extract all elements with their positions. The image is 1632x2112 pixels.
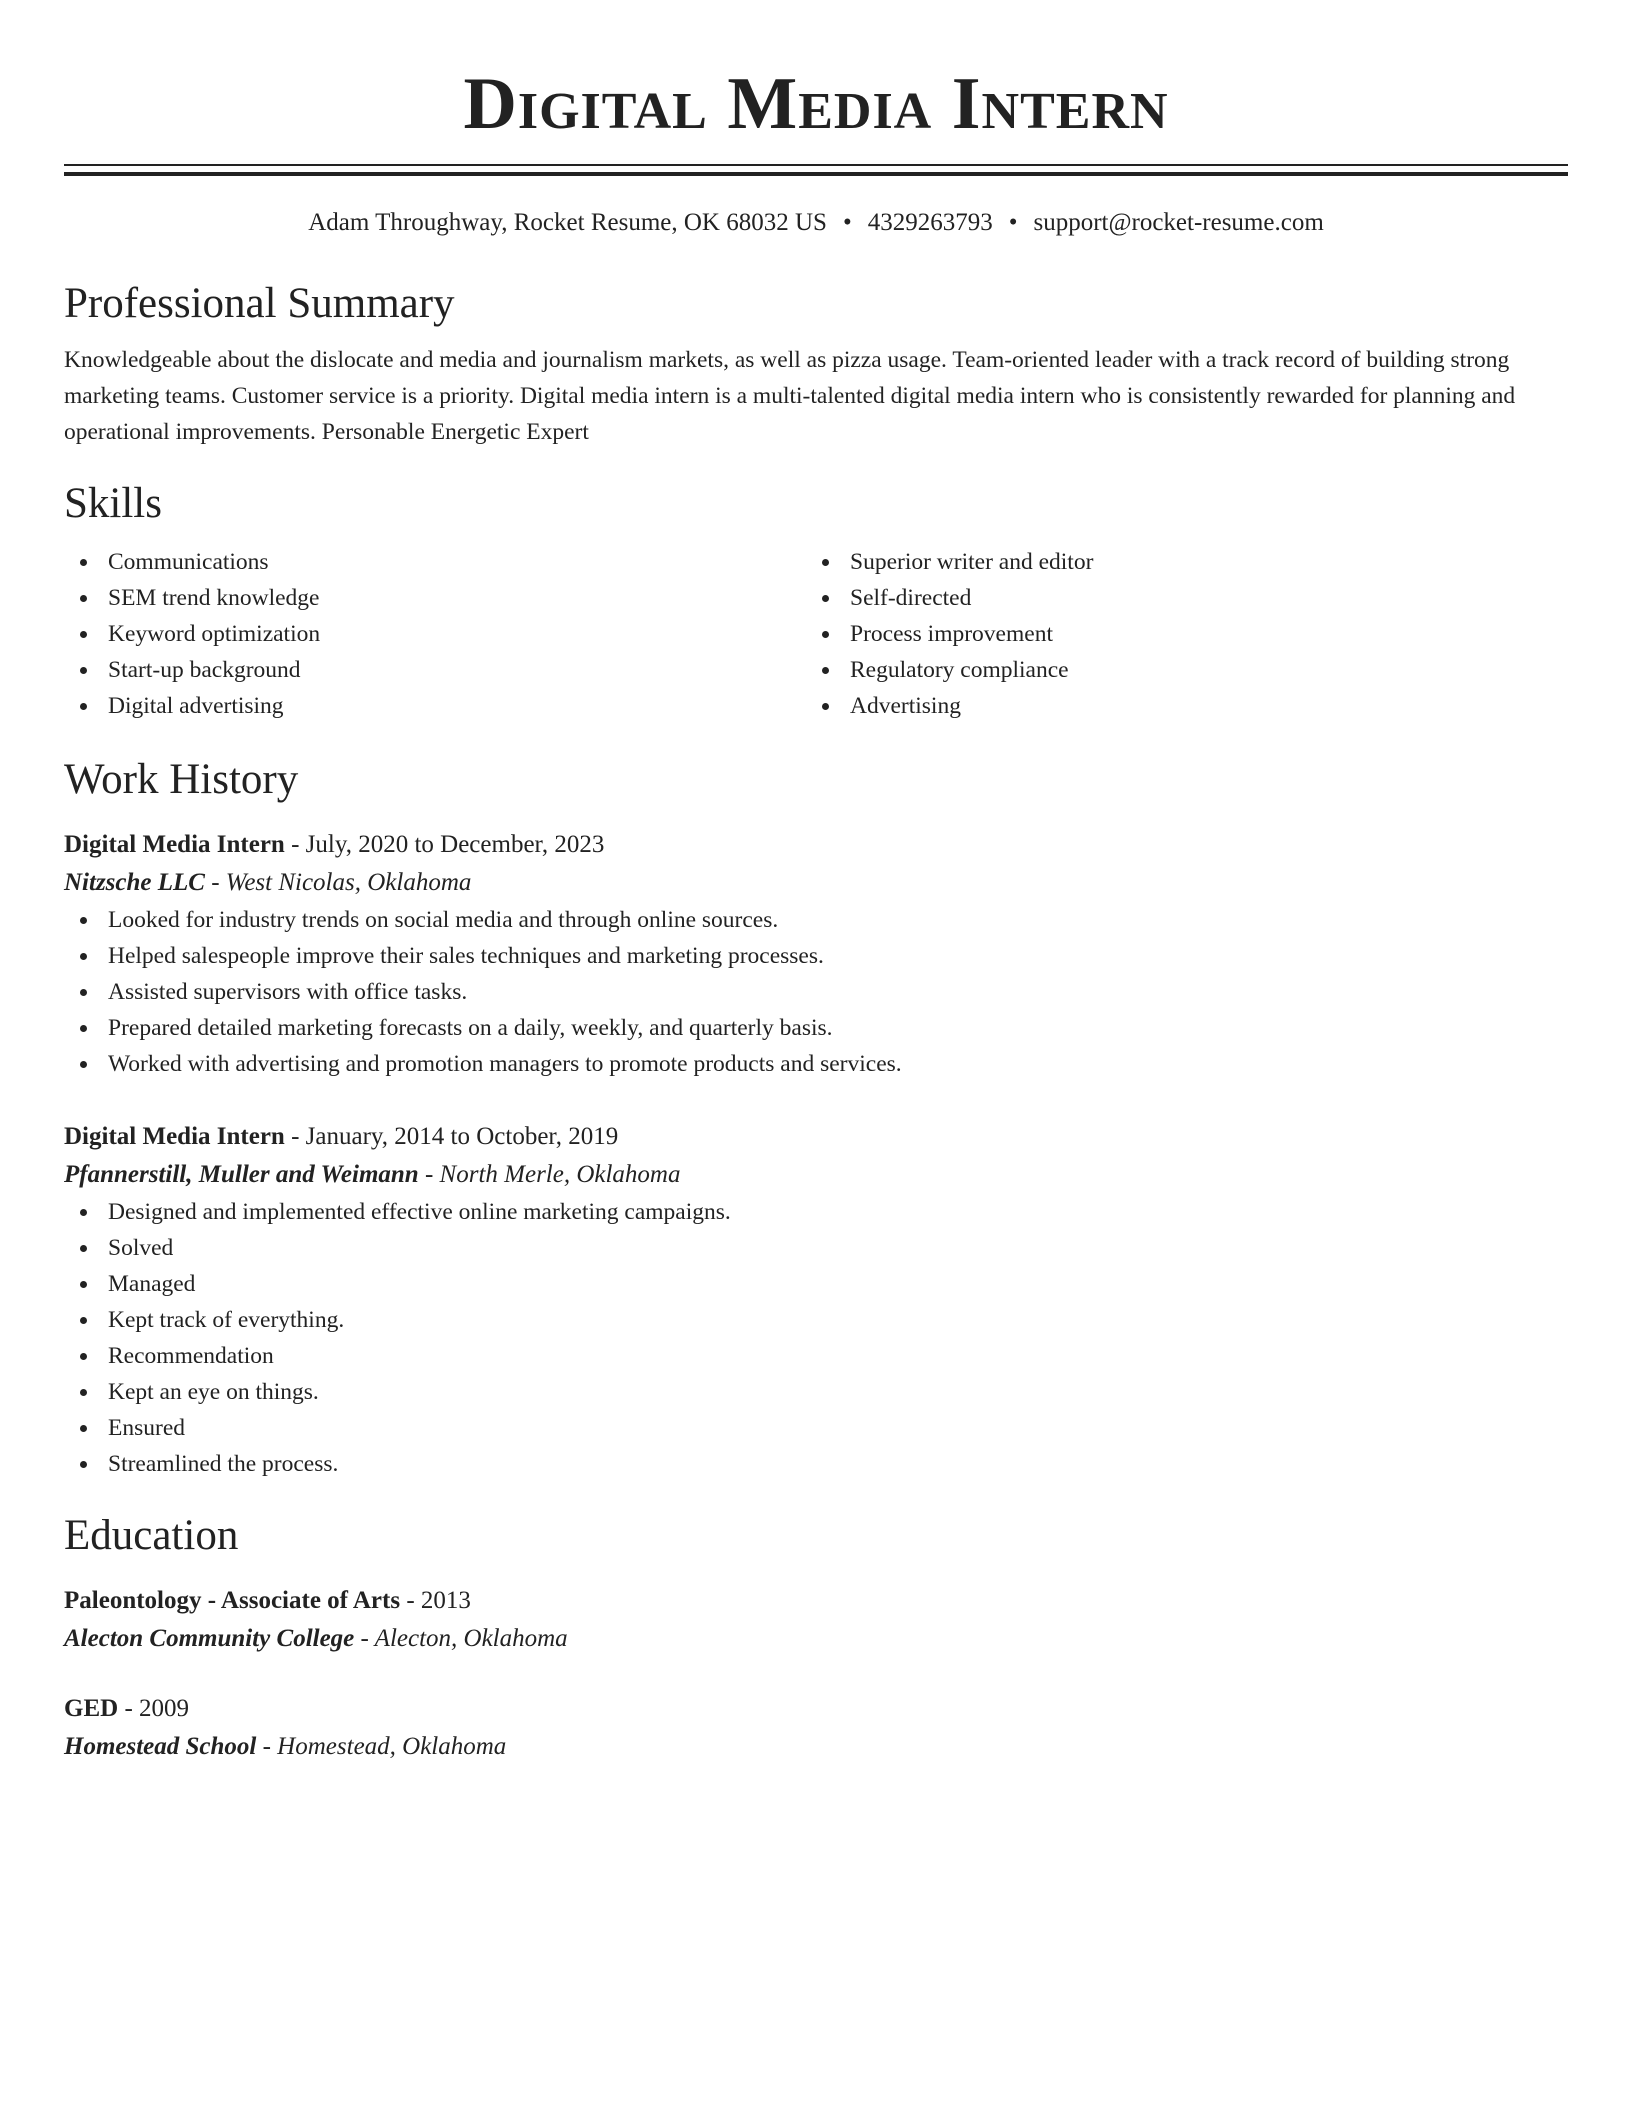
- job-location: - West Nicolas, Oklahoma: [204, 869, 472, 896]
- summary-text: Knowledgeable about the dislocate and media and journalism markets, as well as pizza usage. Team-oriented leader with a track record of building strong marketing teams. Customer service is a priority. Digital media intern is a multi-talented digital media intern who is consistently rewarded for planning and operational improvements. Personable Energetic Expert: [64, 347, 1516, 445]
- skill-item: Communications: [64, 544, 806, 580]
- job-duty-item: Prepared detailed marketing forecasts on a daily, weekly, and quarterly basis.: [64, 1010, 1568, 1046]
- skill-item: Superior writer and editor: [806, 544, 1548, 580]
- contact-address: Adam Throughway, Rocket Resume, OK 68032 US: [308, 209, 827, 236]
- job-entry: [64, 1118, 1568, 1482]
- contact-email: support@rocket-resume.com: [1033, 209, 1324, 236]
- job-duty-item: Solved: [64, 1230, 1568, 1266]
- section-title-skills: Skills: [64, 480, 162, 527]
- job-duty-item: Helped salespeople improve their sales techniques and marketing processes.: [64, 938, 1568, 974]
- education-location: - Alecton, Oklahoma: [354, 1625, 568, 1652]
- education-year: - 2013: [400, 1587, 471, 1614]
- skill-item: SEM trend knowledge: [64, 580, 806, 616]
- header-rule-thick: [64, 172, 1568, 176]
- job-heading: [64, 1118, 1568, 1156]
- job-duty-item: Designed and implemented effective online marketing campaigns.: [64, 1194, 1568, 1230]
- job-entry: [64, 826, 1568, 1082]
- skill-item: Self-directed: [806, 580, 1548, 616]
- job-duty-item: Assisted supervisors with office tasks.: [64, 974, 1568, 1010]
- skill-item: Keyword optimization: [64, 616, 806, 652]
- skills-list-right: [806, 544, 1548, 724]
- job-duty-item: Looked for industry trends on social media and through online sources.: [64, 902, 1568, 938]
- job-company: Nitzsche LLC: [64, 869, 205, 896]
- skills-column-right: [806, 544, 1548, 724]
- skills-list-left: [64, 544, 806, 724]
- job-location: - North Merle, Oklahoma: [418, 1161, 681, 1188]
- skill-item: Start-up background: [64, 652, 806, 688]
- header-rule-thin: [64, 164, 1568, 166]
- job-duty-item: Streamlined the process.: [64, 1446, 1568, 1482]
- education-school: Alecton Community College: [64, 1625, 355, 1652]
- contact-separator: •: [1008, 209, 1018, 236]
- job-duties-list: [64, 902, 1568, 1082]
- education-degree: Paleontology - Associate of Arts: [64, 1587, 401, 1614]
- education-entry: [64, 1690, 1568, 1766]
- job-company-line: [64, 1156, 1568, 1194]
- education-school: Homestead School: [64, 1733, 257, 1760]
- section-title-work-history: Work History: [64, 756, 299, 803]
- job-heading: [64, 826, 1568, 864]
- job-duty-item: Ensured: [64, 1410, 1568, 1446]
- job-dates: - January, 2014 to October, 2019: [284, 1123, 619, 1150]
- job-role: Digital Media Intern: [64, 831, 285, 858]
- education-degree: GED: [64, 1695, 119, 1722]
- resume-name-heading: Digital Media Intern: [463, 63, 1169, 145]
- education-entry: [64, 1582, 1568, 1658]
- education-school-line: [64, 1620, 1568, 1658]
- skill-item: Advertising: [806, 688, 1548, 724]
- contact-line: [64, 206, 1568, 240]
- job-role: Digital Media Intern: [64, 1123, 285, 1150]
- job-duty-item: Recommendation: [64, 1338, 1568, 1374]
- skill-item: Regulatory compliance: [806, 652, 1548, 688]
- education-heading: [64, 1582, 1568, 1620]
- job-dates: - July, 2020 to December, 2023: [284, 831, 605, 858]
- job-company: Pfannerstill, Muller and Weimann: [64, 1161, 419, 1188]
- education-year: - 2009: [118, 1695, 190, 1722]
- skill-item: Digital advertising: [64, 688, 806, 724]
- job-duty-item: Worked with advertising and promotion managers to promote products and services.: [64, 1046, 1568, 1082]
- job-duties-list: [64, 1194, 1568, 1482]
- job-duty-item: Kept track of everything.: [64, 1302, 1568, 1338]
- education-location: - Homestead, Oklahoma: [256, 1733, 507, 1760]
- contact-separator: •: [842, 209, 852, 236]
- job-company-line: [64, 864, 1568, 902]
- job-duty-item: Kept an eye on things.: [64, 1374, 1568, 1410]
- section-title-education: Education: [64, 1512, 239, 1559]
- job-duty-item: Managed: [64, 1266, 1568, 1302]
- contact-phone: 4329263793: [867, 209, 993, 236]
- skills-column-left: [64, 544, 806, 724]
- education-school-line: [64, 1728, 1568, 1766]
- education-heading: [64, 1690, 1568, 1728]
- skill-item: Process improvement: [806, 616, 1548, 652]
- section-title-summary: Professional Summary: [64, 280, 455, 327]
- skills-grid: [64, 544, 1568, 724]
